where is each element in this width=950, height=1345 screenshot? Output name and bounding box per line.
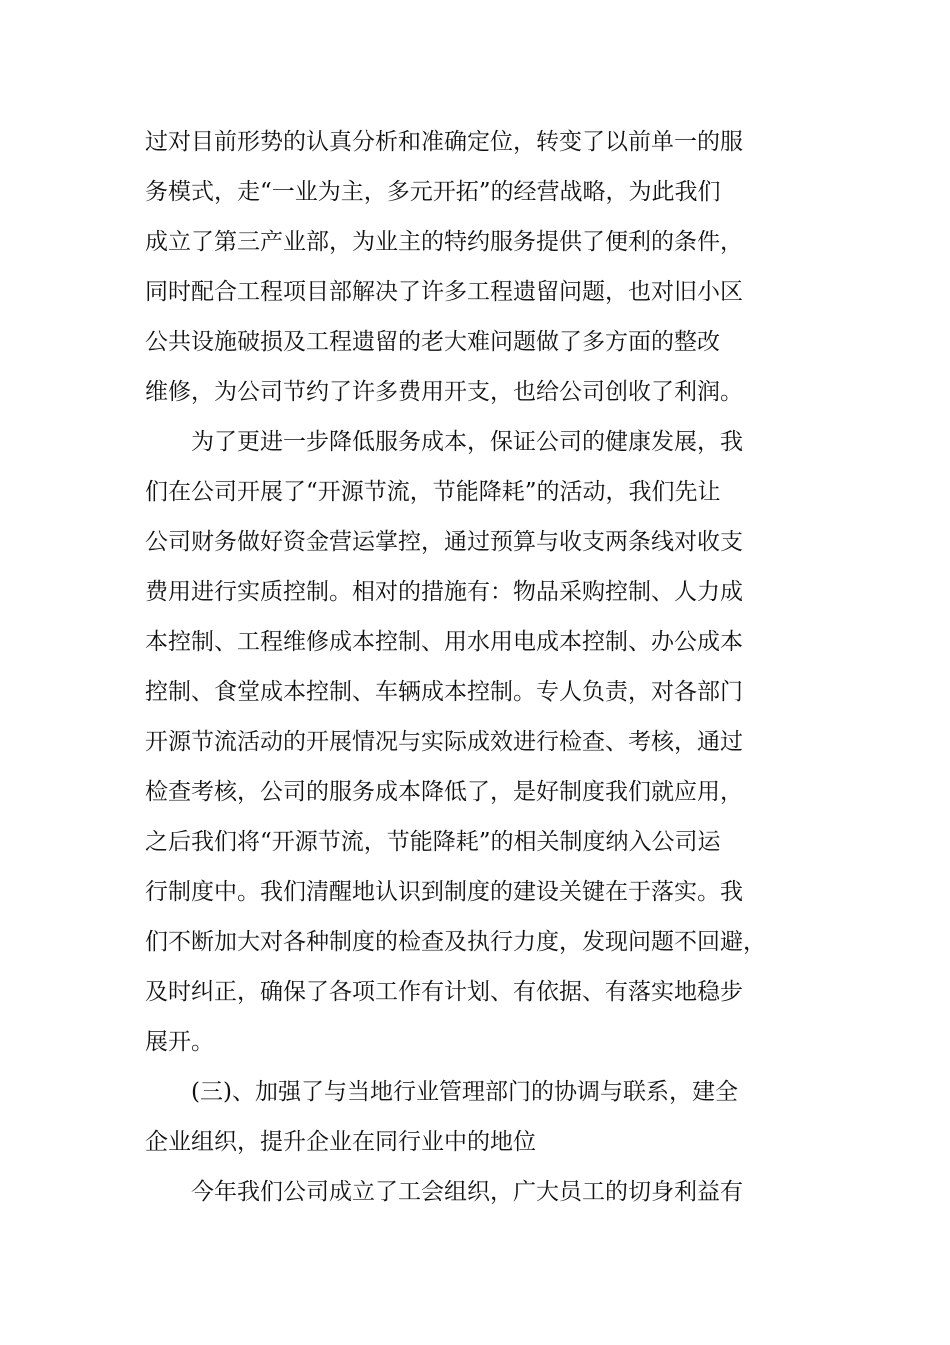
paragraph-start-line: 今年我们公司成立了工会组织，广大员工的切身利益有 <box>191 1179 743 1205</box>
document-body <box>145 122 765 1222</box>
paragraph-start-line: 为了更进一步降低服务成本，保证公司的健康发展，我 <box>191 429 743 455</box>
text-line: 们不断加大对各种制度的检查及执行力度，发现问题不回避， <box>145 929 766 955</box>
text-line: 务模式，走“一业为主，多元开拓”的经营战略，为此我们 <box>145 179 721 205</box>
text-line: 开源节流活动的开展情况与实际成效进行检查、考核，通过 <box>145 729 743 755</box>
text-line: 行制度中。我们清醒地认识到制度的建设关键在于落实。我 <box>145 879 743 905</box>
text-line: 之后我们将“开源节流，节能降耗”的相关制度纳入公司运 <box>145 829 721 855</box>
text-line: 同时配合工程项目部解决了许多工程遗留问题，也对旧小区 <box>145 279 743 305</box>
text-line: 本控制、工程维修成本控制、用水用电成本控制、办公成本 <box>145 629 743 655</box>
text-line: 费用进行实质控制。相对的措施有：物品采购控制、人力成 <box>145 579 743 605</box>
text-line: 成立了第三产业部，为业主的特约服务提供了便利的条件， <box>145 229 743 255</box>
text-line: 过对目前形势的认真分析和准确定位，转变了以前单一的服 <box>145 129 743 155</box>
text-line: 控制、食堂成本控制、车辆成本控制。专人负责，对各部门 <box>145 679 743 705</box>
section-heading-line: (三)、加强了与当地行业管理部门的协调与联系，建全 <box>191 1079 738 1105</box>
text-line: 检查考核，公司的服务成本降低了，是好制度我们就应用， <box>145 779 743 805</box>
text-line: 们在公司开展了“开源节流，节能降耗”的活动，我们先让 <box>145 479 721 505</box>
text-line: 及时纠正，确保了各项工作有计划、有依据、有落实地稳步 <box>145 979 743 1005</box>
text-line: 公共设施破损及工程遗留的老大难问题做了多方面的整改 <box>145 329 720 355</box>
text-line: 维修，为公司节约了许多费用开支，也给公司创收了利润。 <box>145 379 743 405</box>
text-line: 展开。 <box>145 1029 214 1055</box>
text-line: 公司财务做好资金营运掌控，通过预算与收支两条线对收支 <box>145 529 743 555</box>
section-heading-line: 企业组织，提升企业在同行业中的地位 <box>145 1129 536 1155</box>
